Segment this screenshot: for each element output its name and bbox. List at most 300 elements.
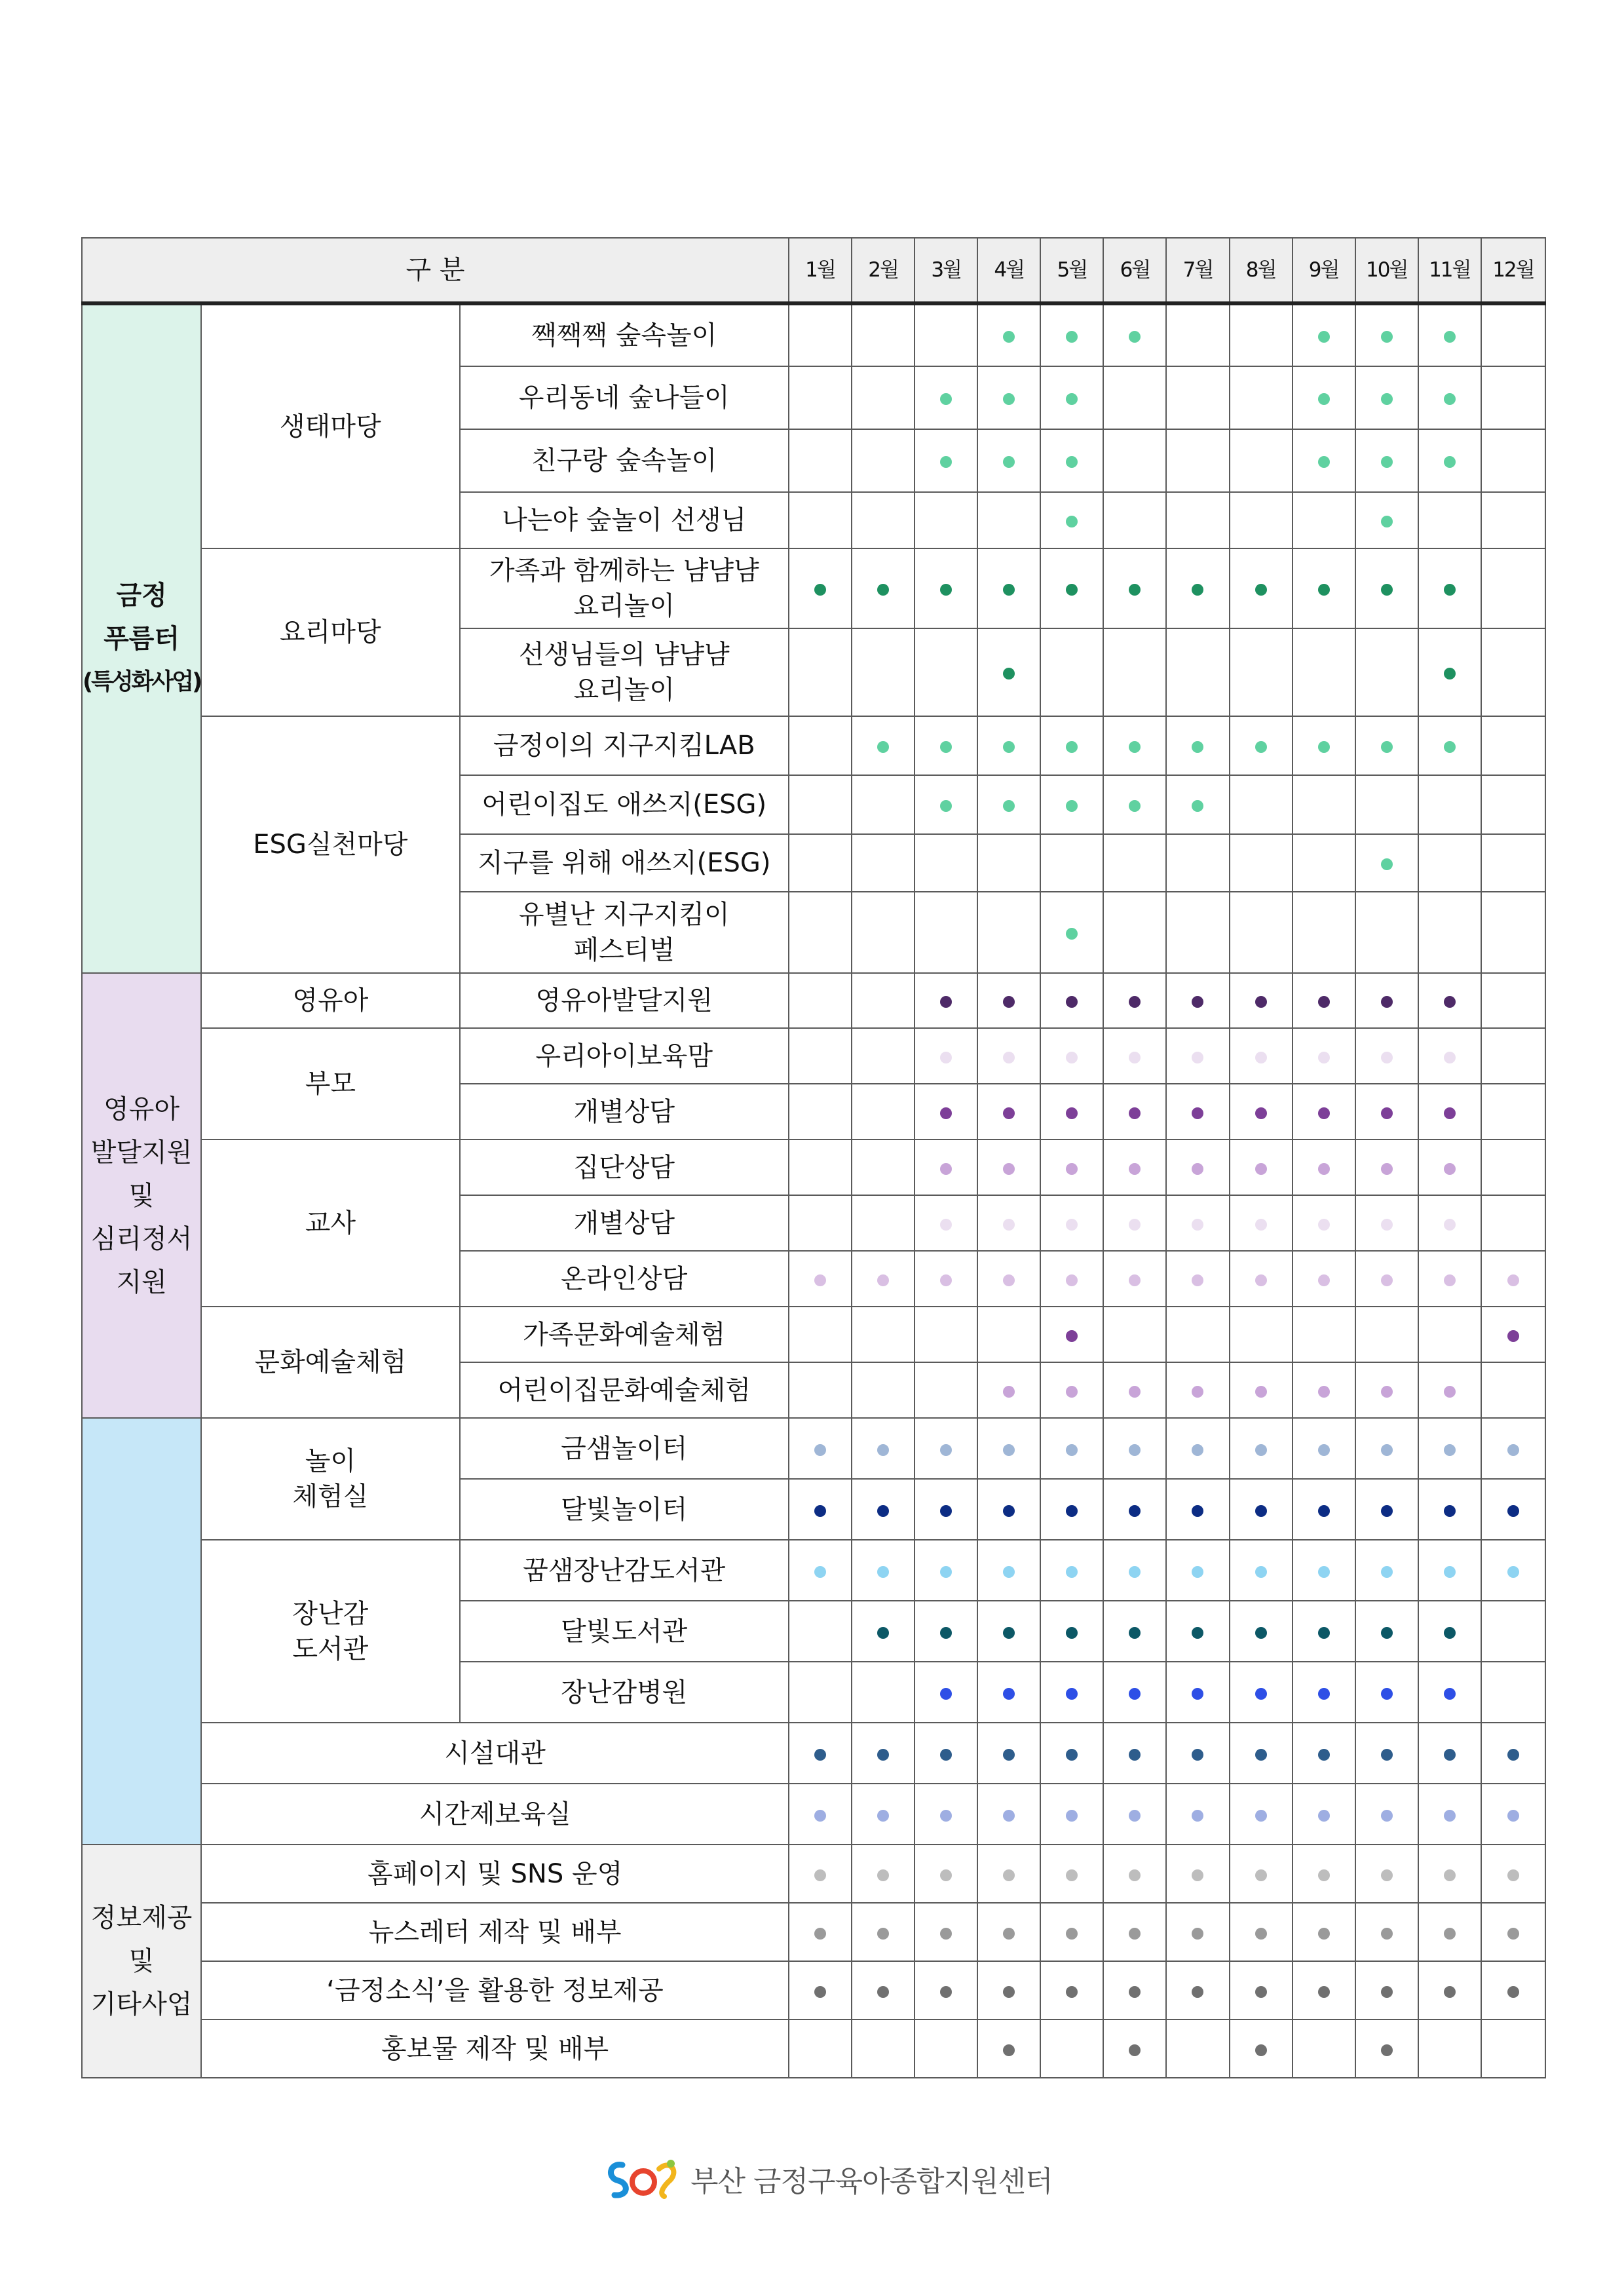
month-cell <box>1293 1418 1355 1479</box>
schedule-dot <box>1066 1163 1078 1175</box>
month-cell <box>1418 834 1481 892</box>
schedule-dot <box>1444 1219 1456 1231</box>
schedule-dot <box>1192 1163 1203 1175</box>
program-label-line: 가족문화예술체험 <box>523 1319 726 1350</box>
month-cell <box>1418 1139 1481 1195</box>
header-row <box>82 238 1545 303</box>
program-row <box>82 303 1545 366</box>
schedule-dot <box>877 1869 889 1881</box>
program-row <box>82 1307 1545 1362</box>
program-label-line: 지구를 위해 애쓰지(ESG) <box>478 848 771 878</box>
schedule-dot <box>940 996 952 1008</box>
program-label-line: 개별상담 <box>573 1208 675 1238</box>
month-cell <box>789 1362 852 1418</box>
schedule-dot <box>940 1627 952 1639</box>
month-cell <box>1418 716 1481 775</box>
schedule-dot <box>1255 1986 1267 1998</box>
month-cell <box>1481 548 1545 628</box>
schedule-dot <box>1381 393 1393 405</box>
schedule-dot <box>1444 996 1456 1008</box>
program-label <box>460 1601 789 1662</box>
schedule-dot <box>1066 584 1078 596</box>
schedule-dot <box>1066 996 1078 1008</box>
month-cell <box>1418 892 1481 973</box>
month-cell <box>1040 628 1103 716</box>
month-cell <box>915 628 977 716</box>
month-cell <box>977 1028 1040 1084</box>
month-cell <box>1103 973 1166 1028</box>
month-cell <box>852 429 915 492</box>
month-cell <box>1418 1084 1481 1139</box>
program-label-line: 달빛도서관 <box>561 1616 688 1647</box>
program-label-line: 개별상담 <box>573 1096 675 1127</box>
schedule-dot <box>940 393 952 405</box>
schedule-dot <box>1318 1107 1330 1119</box>
month-cell <box>1355 1961 1418 2019</box>
month-cell <box>1103 1540 1166 1601</box>
month-cell <box>915 1251 977 1307</box>
schedule-dot <box>1381 584 1393 596</box>
program-label <box>460 1195 789 1251</box>
schedule-dot <box>1003 741 1015 753</box>
month-cell <box>1355 628 1418 716</box>
month-cell <box>1103 716 1166 775</box>
month-cell <box>789 1540 852 1601</box>
schedule-dot <box>1318 1566 1330 1578</box>
month-cell <box>1481 628 1545 716</box>
month-cell <box>1293 1362 1355 1418</box>
program-label-line: 페스티벌 <box>573 935 675 965</box>
program-label <box>460 1139 789 1195</box>
month-cell <box>1103 1961 1166 2019</box>
month-cell <box>1166 973 1229 1028</box>
month-cell <box>977 1084 1040 1139</box>
month-cell <box>1418 775 1481 834</box>
program-label-line: 짹짹짹 숲속놀이 <box>531 320 717 351</box>
month-cell <box>1040 1784 1103 1845</box>
month-cell <box>1355 1028 1418 1084</box>
month-cell <box>1355 548 1418 628</box>
month-cell <box>1481 366 1545 429</box>
month-cell <box>1293 1662 1355 1723</box>
schedule-dot <box>1066 1107 1078 1119</box>
month-cell <box>1481 1903 1545 1961</box>
program-label-line: 뉴스레터 제작 및 배부 <box>368 1917 622 1947</box>
month-cell <box>789 1418 852 1479</box>
schedule-dot <box>1381 1928 1393 1940</box>
month-cell <box>789 973 852 1028</box>
month-header: 11월 <box>1418 238 1481 303</box>
month-cell <box>1103 1903 1166 1961</box>
month-cell <box>1230 1028 1293 1084</box>
month-cell <box>1103 429 1166 492</box>
month-cell <box>1355 1195 1418 1251</box>
schedule-dot <box>1318 1386 1330 1398</box>
schedule-dot <box>1444 584 1456 596</box>
month-cell <box>1418 1362 1481 1418</box>
month-cell <box>1103 892 1166 973</box>
month-cell <box>1230 973 1293 1028</box>
month-cell <box>915 1195 977 1251</box>
program-row <box>82 716 1545 775</box>
program-label <box>460 1028 789 1084</box>
schedule-dot <box>877 1444 889 1456</box>
month-cell <box>1293 1961 1355 2019</box>
month-cell <box>977 1195 1040 1251</box>
schedule-dot <box>1066 1869 1078 1881</box>
month-cell <box>852 1784 915 1845</box>
month-cell <box>1103 2019 1166 2078</box>
schedule-dot <box>1507 1274 1519 1286</box>
month-cell <box>1293 548 1355 628</box>
schedule-dot <box>1381 1688 1393 1700</box>
schedule-dot <box>1255 1566 1267 1578</box>
month-cell <box>1103 775 1166 834</box>
month-cell <box>977 1139 1040 1195</box>
month-cell <box>1040 1601 1103 1662</box>
month-cell <box>1418 1662 1481 1723</box>
schedule-dot <box>1192 800 1203 812</box>
month-cell <box>1103 1251 1166 1307</box>
schedule-dot <box>1255 584 1267 596</box>
month-cell <box>1293 1784 1355 1845</box>
schedule-dot <box>1255 1107 1267 1119</box>
schedule-dot <box>1318 741 1330 753</box>
month-cell <box>852 1084 915 1139</box>
month-cell <box>1166 1540 1229 1601</box>
month-cell <box>789 1084 852 1139</box>
month-cell <box>1040 1251 1103 1307</box>
schedule-dot <box>1255 1505 1267 1517</box>
program-label-line: 장난감병원 <box>561 1677 688 1708</box>
month-cell <box>1166 1362 1229 1418</box>
subgroup-label: 생태마당 <box>280 411 381 442</box>
month-header: 10월 <box>1355 238 1418 303</box>
month-cell <box>1230 892 1293 973</box>
schedule-dot <box>1507 1505 1519 1517</box>
month-cell <box>1355 2019 1418 2078</box>
month-cell <box>915 1723 977 1784</box>
program-label <box>460 775 789 834</box>
month-cell <box>1355 1784 1418 1845</box>
schedule-dot <box>1255 1163 1267 1175</box>
month-cell <box>1355 492 1418 548</box>
month-cell <box>1481 1662 1545 1723</box>
schedule-dot <box>1192 1749 1203 1761</box>
schedule-dot <box>1381 1052 1393 1063</box>
program-label-line: 홍보물 제작 및 배부 <box>381 2033 609 2064</box>
schedule-dot <box>1444 1052 1456 1063</box>
month-cell <box>1230 1540 1293 1601</box>
program-label-line: 온라인상담 <box>561 1263 688 1294</box>
month-cell <box>977 1723 1040 1784</box>
month-cell <box>1418 1961 1481 2019</box>
month-cell <box>1166 303 1229 366</box>
month-cell <box>1166 1723 1229 1784</box>
month-cell <box>1293 1479 1355 1540</box>
month-header: 2월 <box>852 238 915 303</box>
schedule-dot <box>1003 1869 1015 1881</box>
schedule-dot <box>1129 331 1141 343</box>
month-cell <box>789 492 852 548</box>
month-header: 8월 <box>1230 238 1293 303</box>
month-cell <box>789 628 852 716</box>
program-label <box>460 366 789 429</box>
month-cell <box>915 1362 977 1418</box>
month-cell <box>1230 1723 1293 1784</box>
group-label: 기타사업 <box>90 1989 193 2019</box>
program-label-line: 우리동네 숲나들이 <box>518 383 730 413</box>
schedule-dot <box>814 1986 826 1998</box>
month-header: 6월 <box>1103 238 1166 303</box>
month-cell <box>1230 1418 1293 1479</box>
program-label <box>201 1723 789 1784</box>
month-cell <box>1166 716 1229 775</box>
month-cell <box>1103 548 1166 628</box>
program-label-line: ‘금정소식’을 활용한 정보제공 <box>326 1975 664 2006</box>
month-cell <box>1103 1845 1166 1903</box>
schedule-dot <box>877 1928 889 1940</box>
schedule-dot <box>940 1869 952 1881</box>
schedule-dot <box>1318 1163 1330 1175</box>
schedule-dot <box>1444 1386 1456 1398</box>
schedule-dot <box>1318 331 1330 343</box>
month-cell <box>1040 1084 1103 1139</box>
month-cell <box>1481 303 1545 366</box>
month-cell <box>1166 775 1229 834</box>
schedule-dot <box>814 1869 826 1881</box>
month-cell <box>1040 548 1103 628</box>
schedule-dot <box>1129 1505 1141 1517</box>
month-cell <box>1355 1362 1418 1418</box>
schedule-dot <box>1444 741 1456 753</box>
schedule-dot <box>1255 1219 1267 1231</box>
schedule-dot <box>1003 1274 1015 1286</box>
program-label-line: 시설대관 <box>444 1738 546 1769</box>
schedule-dot <box>940 1688 952 1700</box>
month-cell <box>789 892 852 973</box>
schedule-dot <box>1255 1052 1267 1063</box>
month-cell <box>1418 1479 1481 1540</box>
month-cell <box>1355 973 1418 1028</box>
month-cell <box>789 1601 852 1662</box>
month-cell <box>1230 366 1293 429</box>
month-cell <box>1103 1662 1166 1723</box>
month-cell <box>1481 1723 1545 1784</box>
subgroup-label: 장난감 <box>292 1598 369 1629</box>
month-cell <box>1355 1307 1418 1362</box>
month-cell <box>1103 366 1166 429</box>
program-label <box>460 1307 789 1362</box>
schedule-dot <box>1255 1810 1267 1822</box>
month-cell <box>1103 1784 1166 1845</box>
schedule-dot <box>940 1566 952 1578</box>
schedule-dot <box>877 1986 889 1998</box>
schedule-dot <box>1192 1505 1203 1517</box>
month-cell <box>1103 1195 1166 1251</box>
schedule-dot <box>1003 996 1015 1008</box>
month-cell <box>977 2019 1040 2078</box>
schedule-dot <box>877 1810 889 1822</box>
month-cell <box>1166 1418 1229 1479</box>
schedule-dot <box>1255 1928 1267 1940</box>
month-cell <box>1230 1961 1293 2019</box>
group-note: (특성화사업) <box>83 669 201 695</box>
month-cell <box>1103 628 1166 716</box>
month-cell <box>1293 1195 1355 1251</box>
month-cell <box>852 1845 915 1903</box>
schedule-dot <box>1318 1688 1330 1700</box>
schedule-dot <box>814 584 826 596</box>
month-cell <box>1230 492 1293 548</box>
month-cell <box>789 1903 852 1961</box>
schedule-dot <box>1192 1688 1203 1700</box>
schedule-dot <box>1444 1869 1456 1881</box>
month-cell <box>1103 1601 1166 1662</box>
month-cell <box>977 1418 1040 1479</box>
schedule-dot <box>1003 1928 1015 1940</box>
month-cell <box>1418 1845 1481 1903</box>
schedule-dot <box>1129 1810 1141 1822</box>
month-cell <box>915 1479 977 1540</box>
schedule-dot <box>1381 1810 1393 1822</box>
month-header: 1월 <box>789 238 852 303</box>
month-cell <box>1230 1784 1293 1845</box>
program-label-line: 친구랑 숲속놀이 <box>531 446 717 476</box>
month-cell <box>1166 366 1229 429</box>
schedule-dot <box>814 1444 826 1456</box>
schedule-dot <box>1318 584 1330 596</box>
month-cell <box>977 628 1040 716</box>
month-cell <box>1040 775 1103 834</box>
month-cell <box>1230 1601 1293 1662</box>
month-header: 7월 <box>1166 238 1229 303</box>
group-label: 및 <box>128 1946 155 1976</box>
schedule-dot <box>1381 1505 1393 1517</box>
schedule-dot <box>1066 1444 1078 1456</box>
month-cell <box>1481 1845 1545 1903</box>
schedule-dot <box>1507 1928 1519 1940</box>
subgroup-label: 도서관 <box>292 1634 369 1664</box>
schedule-dot <box>1129 996 1141 1008</box>
month-cell <box>852 1418 915 1479</box>
month-cell <box>977 1961 1040 2019</box>
month-cell <box>1293 834 1355 892</box>
schedule-dot <box>1255 996 1267 1008</box>
schedule-dot <box>1318 1219 1330 1231</box>
month-cell <box>1103 1028 1166 1084</box>
schedule-dot <box>1003 456 1015 468</box>
month-cell <box>915 1601 977 1662</box>
month-cell <box>915 1784 977 1845</box>
subgroup-cell <box>201 973 459 1028</box>
group-cell-purumter <box>82 303 201 973</box>
month-cell <box>1418 1195 1481 1251</box>
schedule-dot <box>1318 1986 1330 1998</box>
month-cell <box>1040 1540 1103 1601</box>
schedule-dot <box>1381 1107 1393 1119</box>
schedule-dot <box>1066 1986 1078 1998</box>
schedule-dot <box>1381 1274 1393 1286</box>
schedule-dot <box>1381 456 1393 468</box>
schedule-dot <box>1444 1505 1456 1517</box>
program-label-line: 유별난 지구지킴이 <box>518 900 730 930</box>
month-cell <box>852 1723 915 1784</box>
month-cell <box>915 1662 977 1723</box>
month-cell <box>915 834 977 892</box>
month-cell <box>789 429 852 492</box>
program-label-line: 시간제보육실 <box>419 1799 571 1829</box>
schedule-dot <box>1192 1986 1203 1998</box>
schedule-dot <box>1192 1386 1203 1398</box>
schedule-dot <box>814 1505 826 1517</box>
month-cell <box>1230 1195 1293 1251</box>
month-cell <box>1293 1903 1355 1961</box>
schedule-dot <box>1003 1749 1015 1761</box>
schedule-dot <box>1507 1330 1519 1342</box>
schedule-dot <box>1066 800 1078 812</box>
month-cell <box>1293 892 1355 973</box>
schedule-dot <box>1507 1869 1519 1881</box>
group-label: 정보제공 <box>90 1903 193 1933</box>
schedule-dot <box>1003 1986 1015 1998</box>
month-cell <box>1040 892 1103 973</box>
month-cell <box>1355 1540 1418 1601</box>
program-label <box>460 1251 789 1307</box>
month-cell <box>977 1479 1040 1540</box>
schedule-dot <box>1003 2044 1015 2056</box>
month-cell <box>1230 303 1293 366</box>
org-name: 부산 금정구육아종합지원센터 <box>690 2165 1053 2198</box>
month-cell <box>1418 1540 1481 1601</box>
program-label <box>201 1845 789 1903</box>
schedule-dot <box>1066 1566 1078 1578</box>
schedule-dot <box>1129 1566 1141 1578</box>
schedule-dot <box>1507 1749 1519 1761</box>
program-row <box>82 1139 1545 1195</box>
subgroup-label: 놀이 <box>305 1446 356 1476</box>
program-label-line: 집단상담 <box>573 1152 675 1183</box>
schedule-dot <box>1318 393 1330 405</box>
month-cell <box>1418 1418 1481 1479</box>
schedule-dot <box>1255 1869 1267 1881</box>
month-cell <box>1481 492 1545 548</box>
program-label <box>201 1961 789 2019</box>
month-cell <box>977 834 1040 892</box>
schedule-dot <box>1066 1505 1078 1517</box>
month-cell <box>977 492 1040 548</box>
month-cell <box>852 1601 915 1662</box>
month-cell <box>1230 1903 1293 1961</box>
month-cell <box>1293 1028 1355 1084</box>
subgroup-cell <box>201 1307 459 1418</box>
schedule-dot <box>1129 1749 1141 1761</box>
month-cell <box>1481 716 1545 775</box>
month-cell <box>1355 1479 1418 1540</box>
program-row <box>82 1723 1545 1784</box>
schedule-dot <box>1318 1928 1330 1940</box>
schedule-dot <box>1255 1688 1267 1700</box>
month-cell <box>915 1540 977 1601</box>
month-cell <box>1481 429 1545 492</box>
schedule-dot <box>1129 1444 1141 1456</box>
month-header: 4월 <box>977 238 1040 303</box>
group-label: 발달지원 <box>90 1137 193 1168</box>
schedule-dot <box>1003 800 1015 812</box>
month-cell <box>1166 2019 1229 2078</box>
month-cell <box>1293 973 1355 1028</box>
schedule-dot <box>1318 1869 1330 1881</box>
